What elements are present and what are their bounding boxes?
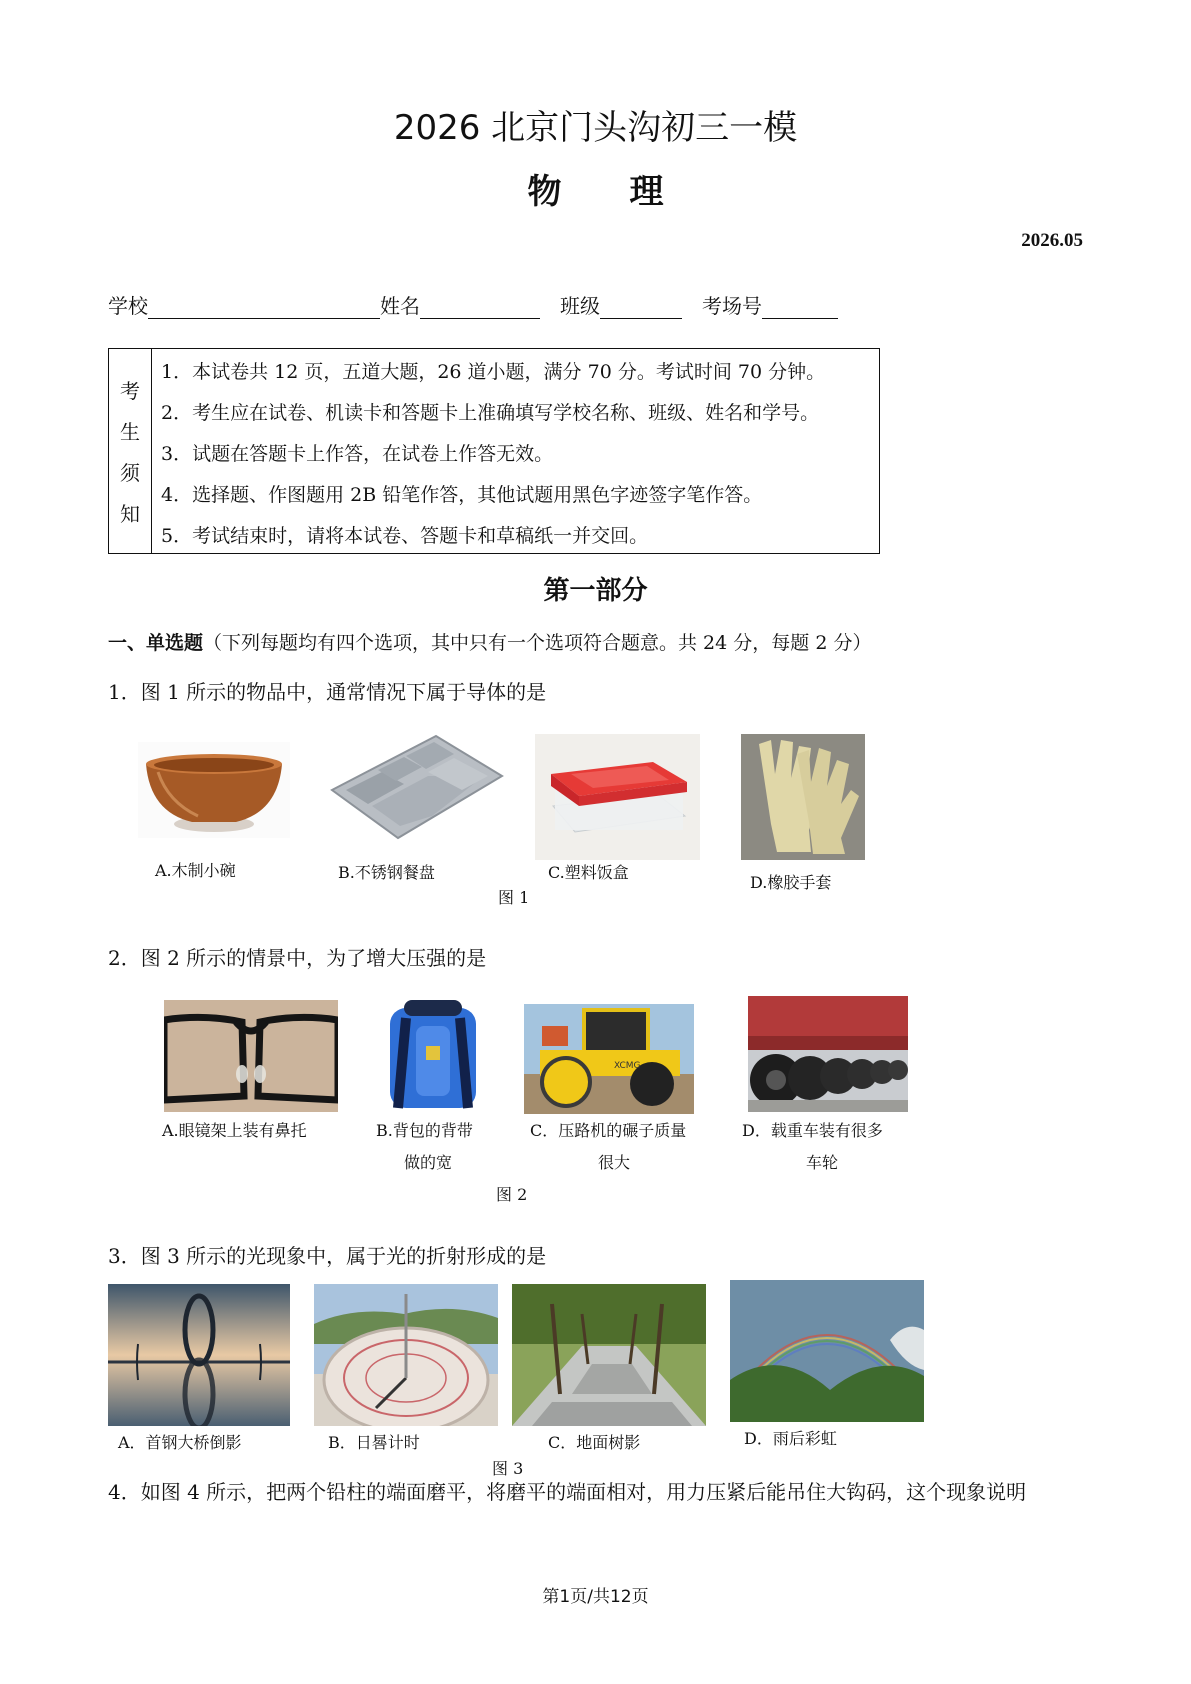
school-label: 学校 bbox=[108, 294, 148, 318]
figure-3-label: 图 3 bbox=[492, 1459, 524, 1478]
glasses-photo bbox=[164, 1000, 338, 1112]
section-heading-label: 一、单选题 bbox=[108, 632, 204, 654]
exam-date: 2026.05 bbox=[1021, 230, 1083, 251]
rubber-gloves-photo bbox=[741, 734, 865, 860]
plastic-box-photo bbox=[535, 734, 700, 860]
class-label: 班级 bbox=[560, 294, 600, 318]
notice-side-char: 生 bbox=[120, 420, 140, 444]
q2-option-c-caption: C．压路机的碾子质量 bbox=[530, 1121, 687, 1140]
q1-option-a-caption: A.木制小碗 bbox=[155, 861, 236, 880]
q2-option-b-caption: B.背包的背带 bbox=[376, 1121, 473, 1140]
exam-notice-box bbox=[108, 348, 880, 554]
steel-tray-photo bbox=[328, 732, 506, 844]
notice-line: 4．选择题、作图题用 2B 铅笔作答，其他试题用黑色字迹签字笔作答。 bbox=[161, 484, 763, 506]
q2-option-a-caption: A.眼镜架上装有鼻托 bbox=[162, 1121, 307, 1140]
sundial-photo bbox=[314, 1284, 498, 1426]
school-blank[interactable] bbox=[148, 300, 380, 319]
q3-option-b-caption: B．日晷计时 bbox=[328, 1433, 420, 1452]
student-info-fields bbox=[108, 290, 838, 319]
notice-line: 3．试题在答题卡上作答，在试卷上作答无效。 bbox=[161, 443, 554, 465]
notice-side-char: 考 bbox=[120, 379, 140, 403]
backpack-photo bbox=[376, 996, 490, 1114]
subject-title: 物 理 bbox=[527, 172, 664, 212]
notice-line: 1．本试卷共 12 页，五道大题，26 道小题，满分 70 分。考试时间 70 分钟。 bbox=[161, 361, 826, 383]
road-roller-photo bbox=[524, 1004, 694, 1114]
q2-option-b-caption-line2: 做的宽 bbox=[404, 1153, 453, 1172]
section-heading-note: （下列每题均有四个选项，其中只有一个选项符合题意。共 24 分，每题 2 分） bbox=[203, 632, 872, 654]
q2-option-d-caption-line2: 车轮 bbox=[806, 1153, 839, 1172]
q1-option-c-caption: C.塑料饭盒 bbox=[548, 863, 629, 882]
notice-side-label bbox=[109, 349, 152, 553]
wooden-bowl-photo bbox=[138, 742, 290, 838]
question-2-text: 2．图 2 所示的情景中，为了增大压强的是 bbox=[108, 946, 487, 970]
part-title: 第一部分 bbox=[543, 576, 648, 606]
q3-option-d-caption: D．雨后彩虹 bbox=[744, 1429, 837, 1448]
heavy-truck-photo bbox=[748, 996, 908, 1112]
exam-room-blank[interactable] bbox=[762, 300, 838, 319]
notice-lines bbox=[161, 353, 875, 558]
rainbow-photo bbox=[730, 1280, 924, 1422]
tree-shadow-photo bbox=[512, 1284, 706, 1426]
q2-option-c-caption-line2: 很大 bbox=[598, 1153, 631, 1172]
question-1-text: 1．图 1 所示的物品中，通常情况下属于导体的是 bbox=[108, 680, 547, 704]
svg-text:XCMG: XCMG bbox=[614, 1061, 641, 1071]
q2-option-d-caption: D．载重车装有很多 bbox=[742, 1121, 883, 1140]
notice-side-char: 须 bbox=[120, 461, 140, 485]
section-heading bbox=[108, 628, 871, 655]
q3-option-c-caption: C．地面树影 bbox=[548, 1433, 641, 1452]
figure-1-label: 图 1 bbox=[498, 888, 530, 907]
exam-title: 2026 北京门头沟初三一模 bbox=[393, 108, 798, 148]
bridge-reflection-photo bbox=[108, 1284, 290, 1426]
figure-2-label: 图 2 bbox=[496, 1185, 528, 1204]
page-footer: 第1页/共12页 bbox=[542, 1587, 649, 1607]
question-3-text: 3．图 3 所示的光现象中，属于光的折射形成的是 bbox=[108, 1244, 547, 1268]
name-blank[interactable] bbox=[420, 300, 540, 319]
q1-option-b-caption: B.不锈钢餐盘 bbox=[338, 863, 435, 882]
notice-line: 2．考生应在试卷、机读卡和答题卡上准确填写学校名称、班级、姓名和学号。 bbox=[161, 402, 820, 424]
q1-option-d-caption: D.橡胶手套 bbox=[750, 873, 832, 892]
class-blank[interactable] bbox=[600, 300, 682, 319]
notice-line: 5．考试结束时，请将本试卷、答题卡和草稿纸一并交回。 bbox=[161, 525, 649, 547]
question-4-text: 4．如图 4 所示，把两个铅柱的端面磨平，将磨平的端面相对，用力压紧后能吊住大钩码，这个现象说明 bbox=[108, 1480, 1027, 1504]
q3-option-a-caption: A．首钢大桥倒影 bbox=[118, 1433, 242, 1452]
notice-side-char: 知 bbox=[120, 502, 140, 526]
exam-room-label: 考场号 bbox=[702, 294, 762, 318]
name-label: 姓名 bbox=[380, 294, 420, 318]
